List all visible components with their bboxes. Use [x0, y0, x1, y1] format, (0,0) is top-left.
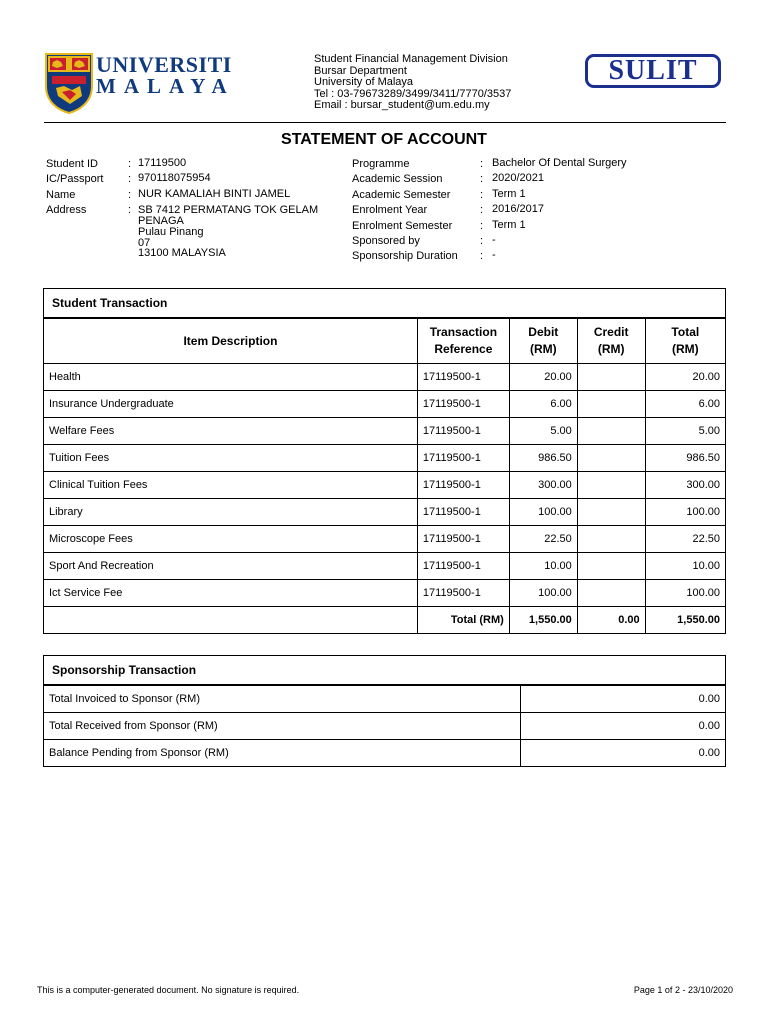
academic-session-row — [352, 173, 732, 188]
table-row — [44, 713, 725, 740]
bursar-contact — [314, 54, 511, 112]
table-row — [44, 418, 725, 445]
item-description: Sport And Recreation — [44, 553, 417, 580]
university-logo — [44, 52, 244, 114]
sponsored-by-row — [352, 235, 732, 250]
colon: : — [480, 158, 484, 170]
enrolment-year-label: Enrolment Year — [352, 204, 428, 217]
item-description: Library — [44, 499, 417, 526]
sponsored-by-label: Sponsored by — [352, 234, 420, 247]
header-debit — [509, 319, 577, 364]
enrolment-semester-row — [352, 220, 732, 235]
programme-row — [352, 158, 732, 173]
total-amount: 22.50 — [645, 526, 725, 553]
item-description: Health — [44, 364, 417, 391]
colon: : — [128, 204, 132, 217]
table-row — [44, 499, 725, 526]
credit-amount — [577, 580, 645, 607]
university-text: University of Malaya — [314, 76, 414, 89]
item-description: Clinical Tuition Fees — [44, 472, 417, 499]
sponsorship-duration-row — [352, 250, 732, 265]
table-row — [44, 526, 725, 553]
header-debit-line2: (RM) — [529, 342, 557, 356]
sponsorship-label: Balance Pending from Sponsor (RM) — [44, 740, 520, 767]
table-row — [44, 364, 725, 391]
programme-info — [352, 158, 732, 266]
colon: : — [480, 204, 484, 217]
debit-amount: 6.00 — [509, 391, 577, 418]
header-item-description: Item Description — [44, 319, 417, 364]
total-amount: 100.00 — [645, 580, 725, 607]
department-name: Bursar Department — [314, 64, 407, 77]
footer-note: This is a computer-generated document. No signature is required. — [37, 985, 300, 995]
table-row — [44, 686, 725, 713]
debit-amount: 10.00 — [509, 553, 577, 580]
debit-amount: 100.00 — [509, 499, 577, 526]
enrolment-semester-value: Term 1 — [492, 218, 526, 231]
address-label: Address — [46, 204, 87, 217]
address-line-3: Pulau Pinang — [138, 225, 204, 238]
total-amount: 300.00 — [645, 472, 725, 499]
name-value: NUR KAMALIAH BINTI JAMEL — [138, 187, 291, 200]
transaction-reference: 17119500-1 — [417, 553, 509, 580]
total-debit: 1,550.00 — [509, 607, 577, 634]
debit-amount: 100.00 — [509, 580, 577, 607]
sponsorship-label: Total Invoiced to Sponsor (RM) — [44, 686, 520, 713]
header-transaction-reference — [417, 319, 509, 364]
total-amount: 100.00 — [645, 499, 725, 526]
address-line-5: 13100 MALAYSIA — [138, 247, 226, 260]
credit-amount — [577, 364, 645, 391]
header-total-line2: (RM) — [671, 342, 699, 356]
address-value — [138, 205, 318, 259]
table-row — [44, 445, 725, 472]
sponsorship-value: 0.00 — [520, 686, 725, 713]
colon: : — [480, 188, 484, 201]
sponsorship-duration-value: - — [492, 249, 496, 262]
programme-label: Programme — [352, 158, 410, 170]
item-description: Welfare Fees — [44, 418, 417, 445]
colon: : — [128, 158, 132, 170]
credit-amount — [577, 391, 645, 418]
address-line-1: SB 7412 PERMATANG TOK GELAM — [138, 204, 319, 217]
ic-passport-row — [46, 173, 346, 188]
page-title: STATEMENT OF ACCOUNT — [281, 131, 487, 148]
item-description: Insurance Undergraduate — [44, 391, 417, 418]
total-amount: 6.00 — [645, 391, 725, 418]
transaction-reference: 17119500-1 — [417, 580, 509, 607]
total-credit: 0.00 — [577, 607, 645, 634]
name-row — [46, 189, 346, 204]
address-row — [46, 204, 346, 260]
debit-amount: 986.50 — [509, 445, 577, 472]
table-row — [44, 740, 725, 767]
sponsorship-transaction-section — [43, 655, 726, 767]
transaction-reference: 17119500-1 — [417, 445, 509, 472]
header-ref-line2: Reference — [434, 342, 493, 356]
colon: : — [128, 173, 132, 186]
table-row — [44, 472, 725, 499]
total-label: Total (RM) — [417, 607, 509, 634]
colon: : — [480, 234, 484, 247]
student-transaction-table — [44, 318, 725, 633]
page-number: Page 1 of 2 - 23/10/2020 — [633, 985, 733, 995]
student-id-label: Student ID — [46, 158, 98, 170]
student-transaction-title: Student Transaction — [44, 289, 725, 318]
address-line-2: PENAGA — [138, 214, 184, 227]
stamp-text: SULIT — [608, 55, 698, 86]
academic-semester-label: Academic Semester — [352, 188, 451, 201]
total-amount: 986.50 — [645, 445, 725, 472]
total-amount: 10.00 — [645, 553, 725, 580]
student-id-row — [46, 158, 346, 173]
credit-amount — [577, 418, 645, 445]
table-header-row — [44, 319, 725, 364]
credit-amount — [577, 445, 645, 472]
credit-amount — [577, 472, 645, 499]
total-amount: 5.00 — [645, 418, 725, 445]
total-amount: 20.00 — [645, 364, 725, 391]
email-text: Email : bursar_student@um.edu.my — [314, 99, 490, 112]
sponsorship-value: 0.00 — [520, 713, 725, 740]
colon: : — [480, 173, 484, 186]
university-name-line1: UNIVERSITI — [96, 52, 232, 77]
debit-amount: 300.00 — [509, 472, 577, 499]
colon: : — [480, 250, 484, 263]
header-total-line1: Total — [671, 325, 700, 339]
university-crest-icon — [44, 52, 94, 114]
ic-passport-label: IC/Passport — [46, 173, 104, 186]
credit-amount — [577, 499, 645, 526]
sponsorship-label: Total Received from Sponsor (RM) — [44, 713, 520, 740]
transaction-reference: 17119500-1 — [417, 526, 509, 553]
academic-session-label: Academic Session — [352, 173, 443, 186]
sponsorship-transaction-title: Sponsorship Transaction — [44, 656, 725, 685]
item-description: Ict Service Fee — [44, 580, 417, 607]
division-name: Student Financial Management Division — [314, 53, 508, 65]
student-transaction-section — [43, 288, 726, 634]
programme-value: Bachelor Of Dental Surgery — [492, 157, 627, 169]
sponsorship-transaction-table — [44, 685, 725, 766]
credit-amount — [577, 526, 645, 553]
transaction-reference: 17119500-1 — [417, 418, 509, 445]
header-ref-line1: Transaction — [429, 325, 498, 339]
header-credit-line2: (RM) — [597, 342, 625, 356]
table-row — [44, 553, 725, 580]
header-credit — [577, 319, 645, 364]
sponsorship-value: 0.00 — [520, 740, 725, 767]
telephone-text: Tel : 03-79673289/3499/3411/7770/3537 — [314, 87, 512, 100]
enrolment-semester-label: Enrolment Semester — [352, 219, 453, 232]
total-row — [44, 607, 725, 634]
header-credit-line1: Credit — [593, 325, 629, 339]
debit-amount: 5.00 — [509, 418, 577, 445]
academic-session-value: 2020/2021 — [492, 172, 544, 185]
sponsorship-duration-label: Sponsorship Duration — [352, 250, 458, 263]
academic-semester-row — [352, 189, 732, 204]
enrolment-year-value: 2016/2017 — [492, 203, 544, 216]
header-divider — [44, 122, 726, 123]
academic-semester-value: Term 1 — [492, 187, 526, 200]
university-name-line2: MALAYA — [96, 74, 235, 98]
student-info — [46, 157, 346, 260]
header-total — [645, 319, 725, 364]
transaction-reference: 17119500-1 — [417, 472, 509, 499]
ic-passport-value: 970118075954 — [138, 172, 211, 185]
debit-amount: 22.50 — [509, 526, 577, 553]
student-id-value: 17119500 — [138, 157, 187, 169]
item-description: Tuition Fees — [44, 445, 417, 472]
enrolment-year-row — [352, 204, 732, 219]
transaction-reference: 17119500-1 — [417, 499, 509, 526]
table-row — [44, 391, 725, 418]
table-row — [44, 580, 725, 607]
confidential-stamp — [585, 54, 721, 88]
item-description: Microscope Fees — [44, 526, 417, 553]
transaction-reference: 17119500-1 — [417, 364, 509, 391]
total-total: 1,550.00 — [645, 607, 725, 634]
credit-amount — [577, 553, 645, 580]
transaction-reference: 17119500-1 — [417, 391, 509, 418]
debit-amount: 20.00 — [509, 364, 577, 391]
address-line-4: 07 — [138, 236, 151, 249]
name-label: Name — [46, 188, 76, 201]
total-row-spacer — [44, 607, 417, 634]
sponsored-by-value: - — [492, 233, 496, 246]
colon: : — [128, 188, 132, 201]
header-debit-line1: Debit — [528, 325, 559, 339]
colon: : — [480, 219, 484, 232]
